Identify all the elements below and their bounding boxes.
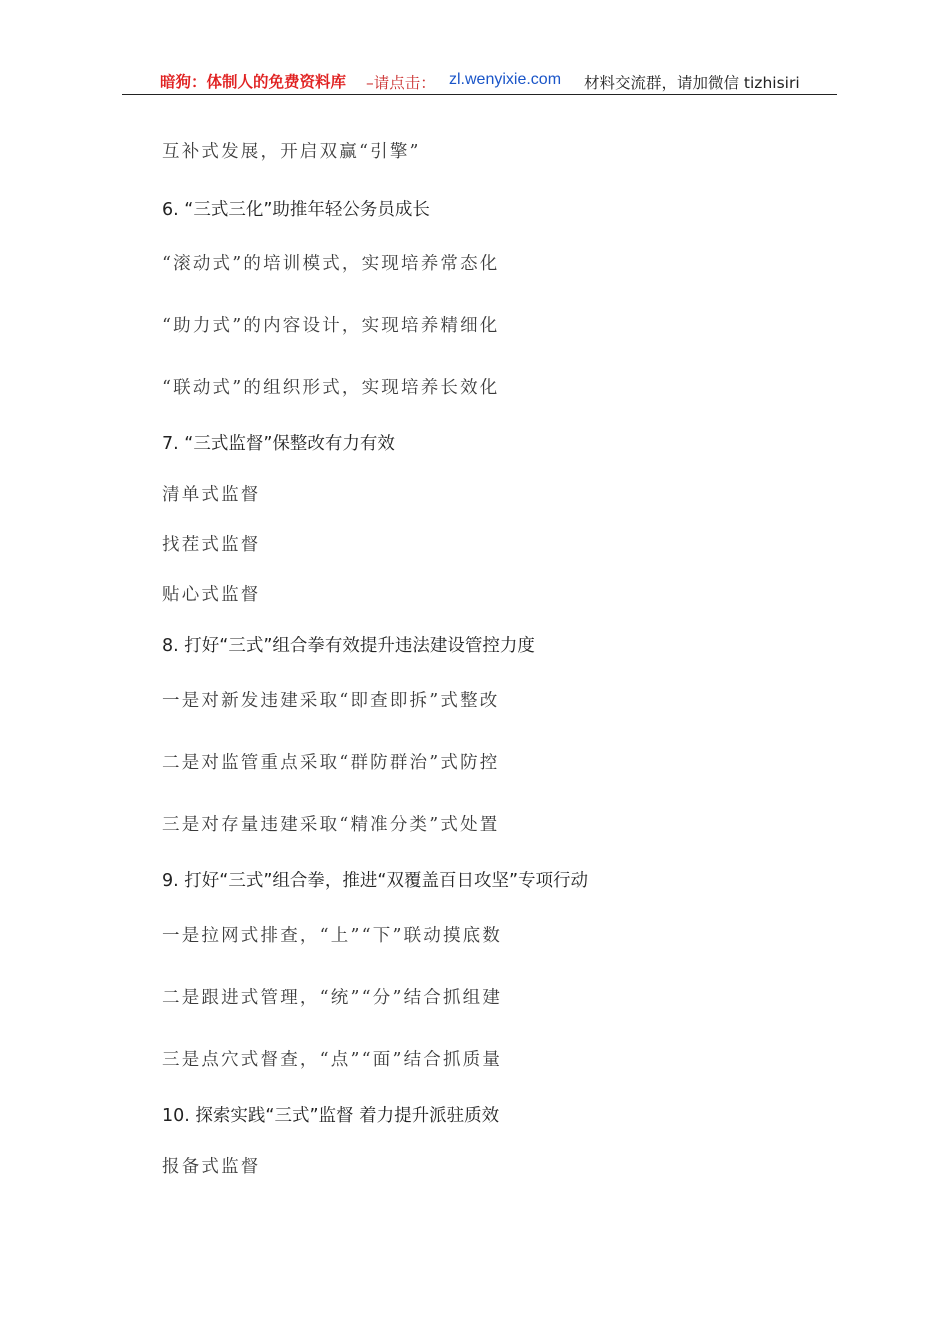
header-brand: 暗狗：体制人的免费资料库 — [160, 73, 347, 91]
body-line: “联动式”的组织形式，实现培养长效化 — [162, 378, 500, 398]
body-line: 互补式发展，开启双赢“引擎” — [162, 142, 421, 162]
body-line: “助力式”的内容设计，实现培养精细化 — [162, 316, 500, 336]
body-line: “滚动式”的培训模式，实现培养常态化 — [162, 254, 500, 274]
body-line: 贴心式监督 — [162, 585, 261, 605]
body-line: 一是对新发违建采取“即查即拆”式整改 — [162, 691, 500, 711]
header-contact: 材料交流群，请加微信 tizhisiri — [584, 74, 800, 92]
body-line: 清单式监督 — [162, 485, 261, 505]
section-heading-9: 9. 打好“三式”组合拳，推进“双覆盖百日攻坚”专项行动 — [162, 871, 589, 891]
body-line: 一是拉网式排查，“上”“下”联动摸底数 — [162, 926, 503, 946]
section-heading-6: 6. “三式三化”助推年轻公务员成长 — [162, 200, 430, 220]
body-line: 二是跟进式管理，“统”“分”结合抓组建 — [162, 988, 503, 1008]
body-line: 找茬式监督 — [162, 535, 261, 555]
body-line: 报备式监督 — [162, 1157, 261, 1177]
section-heading-10: 10. 探索实践“三式”监督 着力提升派驻质效 — [162, 1106, 500, 1126]
body-line: 三是对存量违建采取“精准分类”式处置 — [162, 815, 500, 835]
section-heading-7: 7. “三式监督”保整改有力有效 — [162, 434, 395, 454]
header-url-link[interactable]: zl.wenyixie.com — [449, 71, 562, 88]
section-heading-8: 8. 打好“三式”组合拳有效提升违法建设管控力度 — [162, 636, 535, 656]
page-header — [122, 68, 837, 95]
body-line: 二是对监管重点采取“群防群治”式防控 — [162, 753, 500, 773]
body-line: 三是点穴式督查，“点”“面”结合抓质量 — [162, 1050, 503, 1070]
header-click-prompt: –请点击： — [366, 74, 436, 92]
